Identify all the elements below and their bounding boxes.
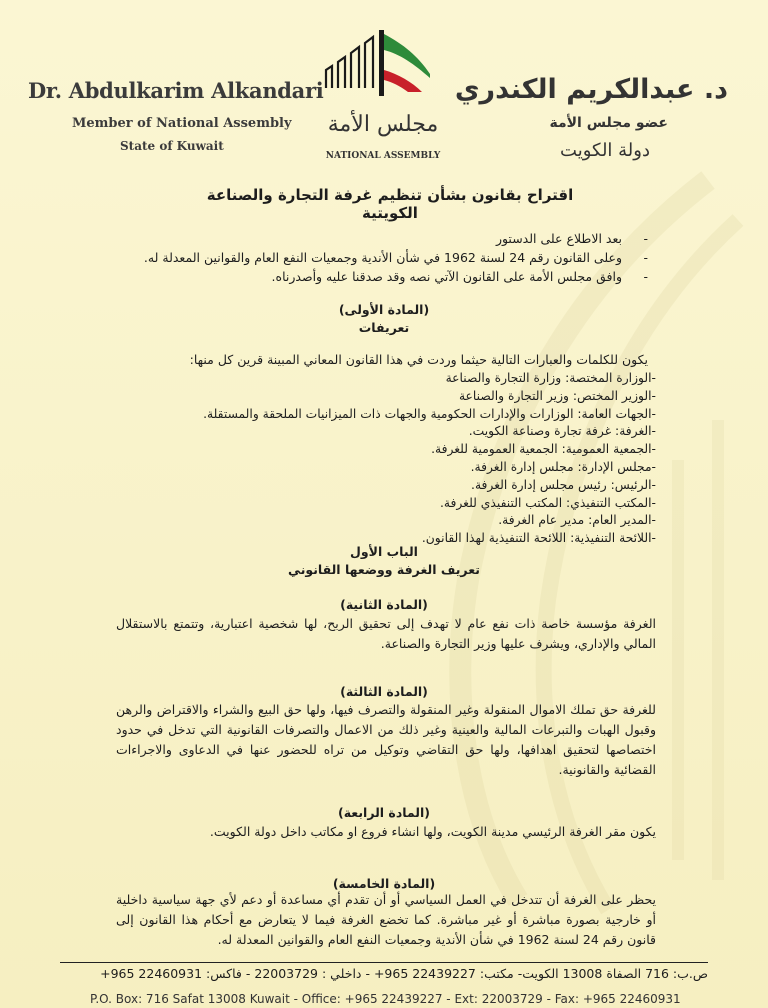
article-3-text: للغرفة حق تملك الاموال المنقولة وغير المنقولة والتصرف فيها، ولها حق البيع والشراء والاقتراض والرهن وقبول الهبات والتبرعات المالية والعينية وغير ذلك من الاعمال والتصرفات القانونية التي تدخل في حدود اختصاصها لتحقيق اهدافها، ولها حق التقاضي وتوكيل من تراه للحضور عنها في الدعاوى والاجراءات القضائية والقانونية. (116, 702, 656, 777)
definition-item: -اللائحة التنفيذية: اللائحة التنفيذية لهذا القانون. (421, 531, 656, 546)
preamble-item: - وافق مجلس الأمة على القانون الآتي نصه وقد صدقنا عليه وأصدرناه. (144, 267, 648, 286)
chapter-1-subheading: تعريف الغرفة ووضعها القانوني (288, 562, 480, 577)
article-5-text: يحظر على الغرفة أن تتدخل في العمل السياسي أو أن تقدم أي مساعدة أو دعم لأي جهة سياسية داخلية أو خارجية بصورة مباشرة أو غير مباشرة. كما تخضع الغرفة فيما لا يتعارض مع أحكام هذا القانون إلى قانون رقم 24 لسنة 1962 في شأن الأندية وجمعيات النفع العام والقوانين المعدلة له. (116, 892, 656, 947)
chapter-1-heading: الباب الأول (350, 544, 418, 559)
state-arabic: دولة الكويت (560, 140, 650, 161)
definition-item: -الرئيس: رئيس مجلس إدارة الغرفة. (471, 477, 656, 492)
footer-contact-arabic: ص.ب: 716 الصفاة 13008 الكويت- مكتب: 22439227 965+ - داخلي : 22003729 - فاكس: 22460931 965+ (100, 966, 708, 981)
mp-name-english: Dr. Abdulkarim Alkandari (28, 78, 324, 103)
article-4-heading: (المادة الرابعة) (338, 805, 430, 820)
mp-role-english: Member of National Assembly (72, 116, 292, 131)
article-1-heading: (المادة الأولى) (338, 302, 430, 317)
mp-name-arabic: د. عبدالكريم الكندري (454, 74, 728, 105)
article-2-heading: (المادة الثانية) (340, 597, 428, 612)
logo-text-english: NATIONAL ASSEMBLY (325, 151, 441, 161)
national-assembly-logo (318, 26, 448, 116)
state-english: State of Kuwait (120, 139, 224, 153)
logo-text-arabic: مجلس الأمة (327, 112, 439, 137)
preamble-item: - بعد الاطلاع على الدستور (144, 229, 648, 248)
definition-item: -المدير العام: مدير عام الغرفة. (498, 513, 656, 528)
article-2-text: الغرفة مؤسسة خاصة ذات نفع عام لا تهدف إلى تحقيق الربح، لها شخصية اعتبارية، وتتمتع بالاستقلال المالي والإداري، ويشرف عليها وزير التجارة والصناعة. (116, 616, 656, 651)
article-1-subheading: تعريفات (358, 320, 410, 335)
preamble-item: - وعلى القانون رقم 24 لسنة 1962 في شأن الأندية وجمعيات النفع العام والقوانين المعدلة له. (144, 248, 648, 267)
definitions-list (203, 370, 656, 548)
definition-item: -الوزير المختص: وزير التجارة والصناعة (458, 388, 656, 403)
mp-role-arabic: عضو مجلس الأمة (549, 115, 668, 131)
article-1-intro: يكون للكلمات والعبارات التالية حيثما وردت في هذا القانون المعاني المبينة قرين كل منها: (189, 352, 648, 367)
footer-contact-english: P.O. Box: 716 Safat 13008 Kuwait - Office: +965 22439227 - Ext: 22003729 - Fax: +965 22460931 (90, 992, 681, 1006)
document-title: اقتراح بقانون بشأن تنظيم غرفة التجارة والصناعة الكويتية (206, 186, 574, 222)
article-5-heading: (المادة الخامسة) (332, 876, 436, 891)
definition-item: -الجهات العامة: الوزارات والإدارات الحكومية والجهات ذات الميزانيات الملحقة والمستقلة. (203, 406, 656, 421)
definition-item: -الغرفة: غرفة تجارة وصناعة الكويت. (468, 424, 656, 439)
definition-item: -المكتب التنفيذي: المكتب التنفيذي للغرفة. (439, 495, 656, 510)
definition-item: -مجلس الإدارة: مجلس إدارة الغرفة. (470, 459, 656, 474)
definition-item: -الوزارة المختصة: وزارة التجارة والصناعة (445, 371, 656, 385)
article-4-text: يكون مقر الغرفة الرئيسي مدينة الكويت، ولها انشاء فروع او مكاتب داخل دولة الكويت. (209, 824, 656, 839)
footer-divider (60, 962, 708, 963)
article-3-heading: (المادة الثالثة) (340, 684, 428, 699)
definition-item: -الجمعية العمومية: الجمعية العمومية للغرفة. (431, 442, 656, 457)
preamble-list (144, 229, 648, 286)
